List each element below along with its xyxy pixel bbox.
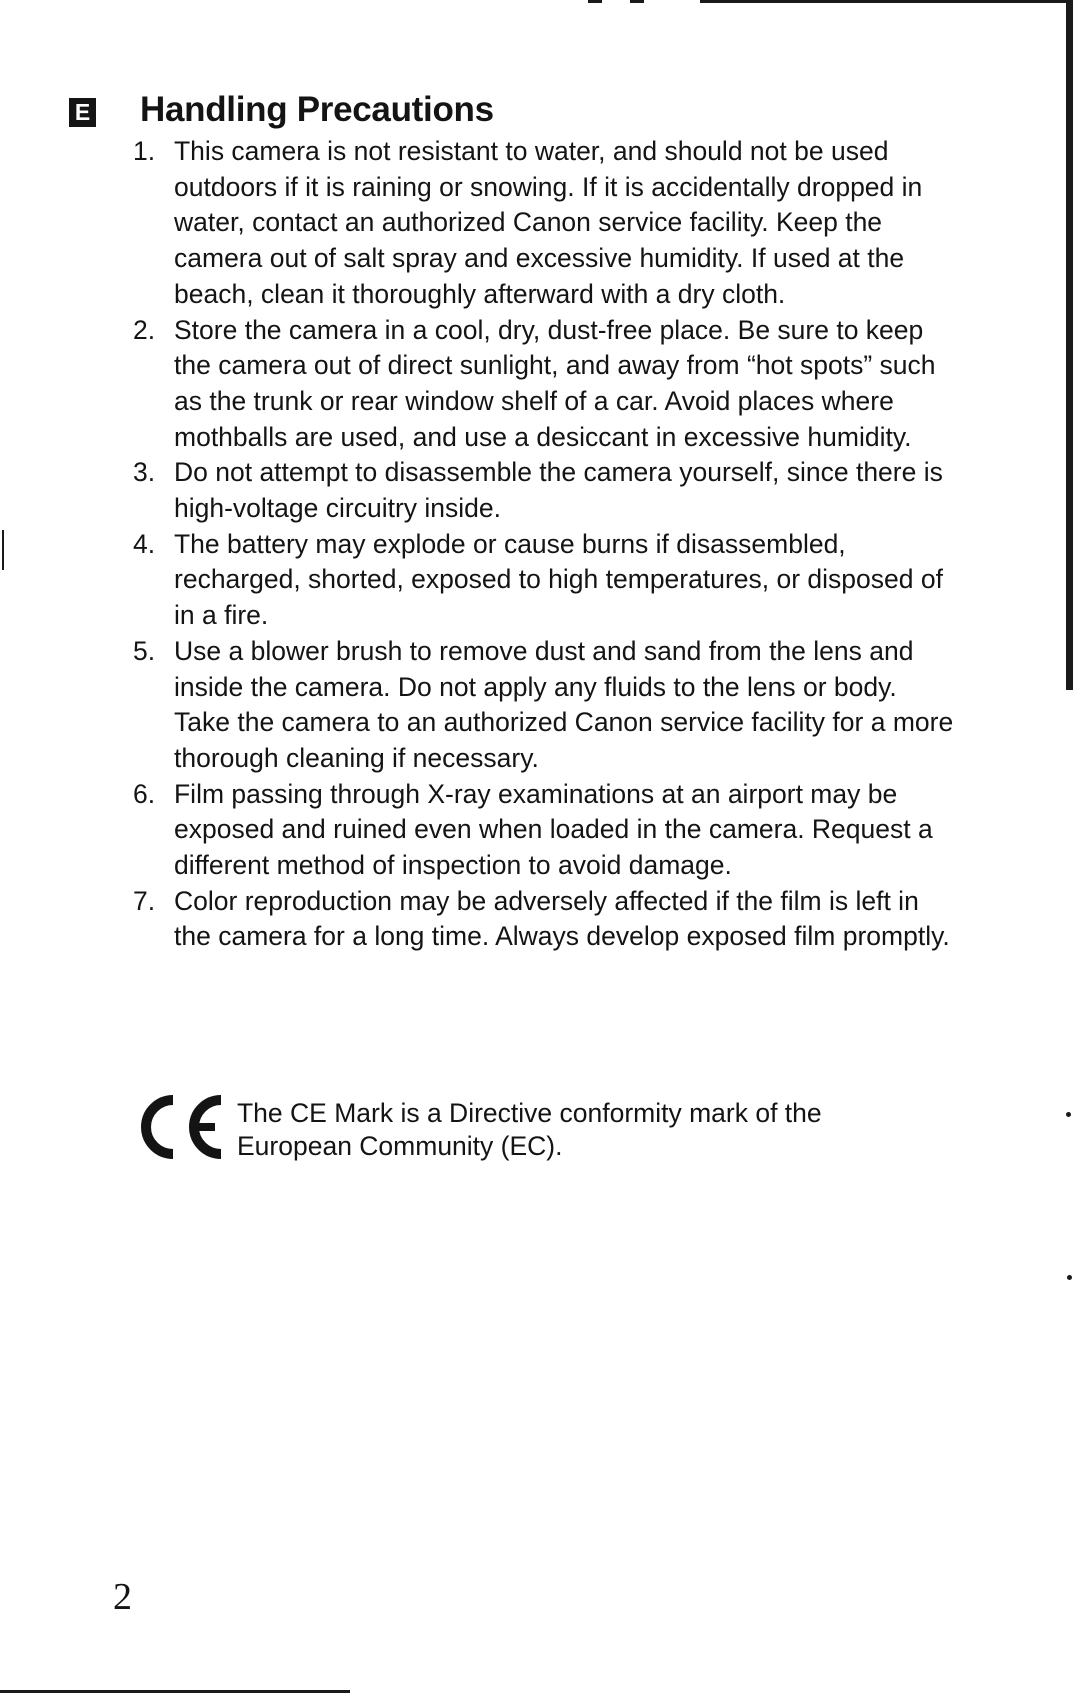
list-item [128,313,958,456]
precautions-list [128,134,958,955]
item-number: 4. [133,528,156,559]
list-item [128,634,958,777]
page-title: Handling Precautions [140,90,494,129]
ce-line: The CE Mark is a Directive conformity mark of the [237,1098,822,1128]
item-text: Do not attempt to disassemble the camera yourself, since there is high-voltage circuitry inside. [174,457,943,524]
item-number: 2. [133,314,156,345]
list-item [128,134,958,313]
item-number: 7. [133,885,156,916]
scan-speck [1067,1275,1072,1280]
section-letter: E [74,99,91,125]
scan-edge-top-dash [588,0,602,3]
list-item [128,884,958,955]
scan-edge-left-mark [2,530,4,570]
item-number: 6. [133,778,156,809]
list-item [128,777,958,884]
scan-edge-top-dash [630,0,644,3]
ce-mark-description [237,1097,997,1163]
scan-edge-right [1066,0,1073,690]
section-language-badge [69,98,96,127]
scan-edge-top [700,0,1072,3]
item-number: 5. [133,635,156,666]
list-item [128,527,958,634]
list-item [128,455,958,526]
item-number: 1. [133,136,156,166]
item-text: Film passing through X-ray examinations at an airport may be exposed and ruined even when loaded in the camera. Request a different method of inspection to avoid damage. [174,778,933,881]
item-text: Color reproduction may be adversely affected if the film is left in the camera for a long time. Always develop exposed film promptly. [174,885,950,952]
item-text: Use a blower brush to remove dust and sand from the lens and inside the camera. Do not apply any fluids to the lens or body. Take the camera to an authorized Canon service facility for a more thorough cleaning if necessary. [174,635,954,773]
ce-line: European Community (EC). [237,1131,563,1161]
item-text: The battery may explode or cause burns if disassembled, recharged, shorted, exposed to high temperatures, or disposed of in a fire. [174,528,943,631]
ce-mark-icon [133,1092,227,1162]
scan-speck [1066,1112,1071,1117]
item-text: This camera is not resistant to water, and should not be used outdoors if it is raining or snowing. If it is accidentally dropped in water, contact an authorized Canon service facility. Keep the camera out of salt spray and excessive humidity. If used at the beach, clean it thoroughly afterward with a dry cloth. [174,136,923,309]
scan-edge-bottom [0,1690,350,1693]
item-text: Store the camera in a cool, dry, dust-free place. Be sure to keep the camera out of direct sunlight, and away from “hot spots” such as the trunk or rear window shelf of a car. Avoid places where mothballs are used, and use a desiccant in excessive humidity. [174,314,936,452]
item-number: 3. [133,457,156,488]
page-number: 2 [113,1576,132,1618]
